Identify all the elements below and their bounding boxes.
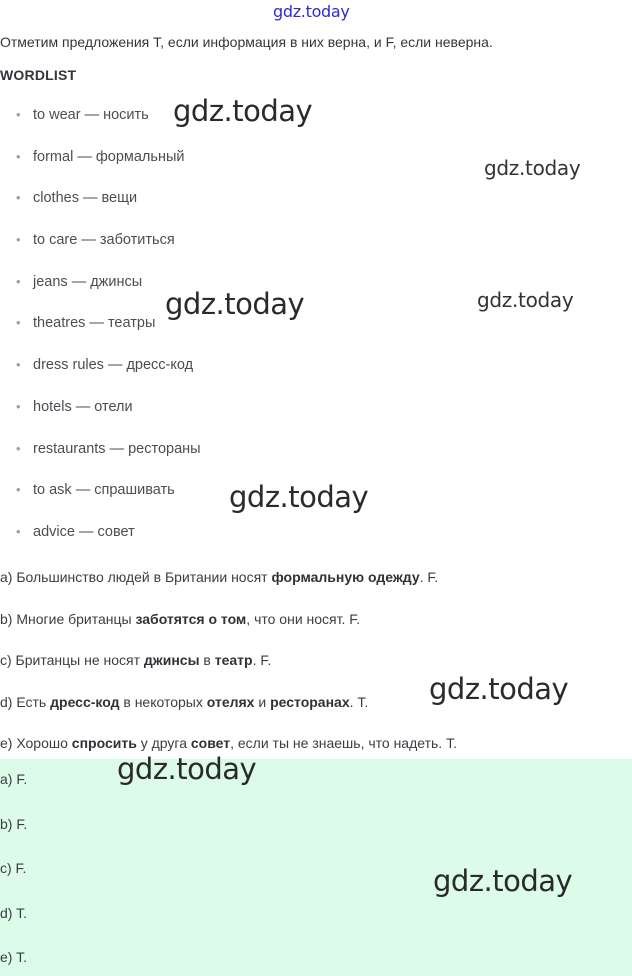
bullet-icon: • xyxy=(16,315,21,331)
statement-c xyxy=(0,650,457,692)
statement-bold: театр xyxy=(214,652,253,668)
statement-text: и xyxy=(254,693,271,710)
statement-text: у друга xyxy=(136,735,191,751)
wordlist-entry: dress rules — дресс-код xyxy=(33,357,194,374)
wordlist-heading: WORDLIST xyxy=(0,67,77,83)
header-watermark: gdz.today xyxy=(273,2,350,21)
wordlist-entry: advice — совет xyxy=(33,523,135,540)
list-item xyxy=(0,439,201,481)
watermark: gdz.today xyxy=(229,480,369,514)
statement-bold: джинсы xyxy=(143,652,200,668)
instruction-text: Отметим предложения T, если информация в них верна, и F, если неверна. xyxy=(0,34,493,50)
watermark: gdz.today xyxy=(173,94,313,128)
wordlist-entry: restaurants — рестораны xyxy=(33,440,201,457)
answer-a: a) F. xyxy=(0,771,28,787)
watermark: gdz.today xyxy=(429,672,569,706)
statement-text: в xyxy=(199,652,215,668)
statements-list xyxy=(0,567,457,775)
statement-d xyxy=(0,692,457,734)
statement-bold: совет xyxy=(190,735,231,751)
statement-bold: ресторанах xyxy=(270,693,350,710)
list-item xyxy=(0,355,201,397)
watermark: gdz.today xyxy=(477,288,574,312)
statement-text: e) Хорошо xyxy=(0,735,72,751)
wordlist-entry: clothes — вещи xyxy=(33,190,138,207)
wordlist xyxy=(0,105,201,564)
statement-text: . T. xyxy=(349,693,369,710)
statement-text: , если ты не знаешь, что надеть. T. xyxy=(230,735,457,751)
watermark: gdz.today xyxy=(117,752,257,786)
bullet-icon: • xyxy=(16,107,21,122)
watermark: gdz.today xyxy=(484,156,581,180)
answer-d: d) T. xyxy=(0,905,27,921)
statement-bold: дресс-код xyxy=(50,693,120,710)
list-item xyxy=(0,397,201,439)
statement-bold: заботятся о том xyxy=(135,610,247,627)
answer-e: e) T. xyxy=(0,949,27,965)
statement-bold: отелях xyxy=(206,693,255,710)
bullet-icon: • xyxy=(16,398,21,414)
statement-bold: спросить xyxy=(71,735,137,751)
wordlist-entry: to ask — спрашивать xyxy=(33,482,175,499)
statement-text: . F. xyxy=(252,652,272,668)
list-item xyxy=(0,480,201,522)
statement-a xyxy=(0,567,457,609)
statement-text: d) Есть xyxy=(0,693,51,710)
answer-c: c) F. xyxy=(0,860,27,876)
bullet-icon: • xyxy=(16,440,21,456)
statement-text: в некоторых xyxy=(119,693,207,710)
list-item xyxy=(0,522,201,564)
wordlist-entry: jeans — джинсы xyxy=(33,273,143,290)
wordlist-entry: to wear — носить xyxy=(33,107,149,123)
bullet-icon: • xyxy=(16,482,21,498)
list-item xyxy=(0,188,201,230)
list-item xyxy=(0,230,201,272)
statement-text: b) Многие британцы xyxy=(0,610,136,627)
bullet-icon: • xyxy=(16,232,21,248)
bullet-icon: • xyxy=(16,523,21,539)
bullet-icon: • xyxy=(16,190,21,206)
bullet-icon: • xyxy=(16,148,21,164)
bullet-icon: • xyxy=(16,357,21,373)
statement-text: , что они носят. F. xyxy=(246,610,361,627)
wordlist-entry: to care — заботиться xyxy=(33,232,175,249)
list-item xyxy=(0,147,201,189)
watermark: gdz.today xyxy=(165,287,305,321)
statement-b xyxy=(0,609,457,651)
list-item xyxy=(0,105,201,147)
wordlist-entry: theatres — театры xyxy=(33,315,156,332)
statement-bold: формальную одежду xyxy=(271,569,420,585)
statement-text: c) Британцы не носят xyxy=(0,652,144,668)
answer-b: b) F. xyxy=(0,816,28,832)
statement-text: a) Большинство людей в Британии носят xyxy=(0,569,272,585)
statement-text: . F. xyxy=(419,569,439,585)
bullet-icon: • xyxy=(16,273,21,289)
wordlist-entry: hotels — отели xyxy=(33,398,133,415)
wordlist-entry: formal — формальный xyxy=(33,148,185,165)
watermark: gdz.today xyxy=(433,864,573,898)
